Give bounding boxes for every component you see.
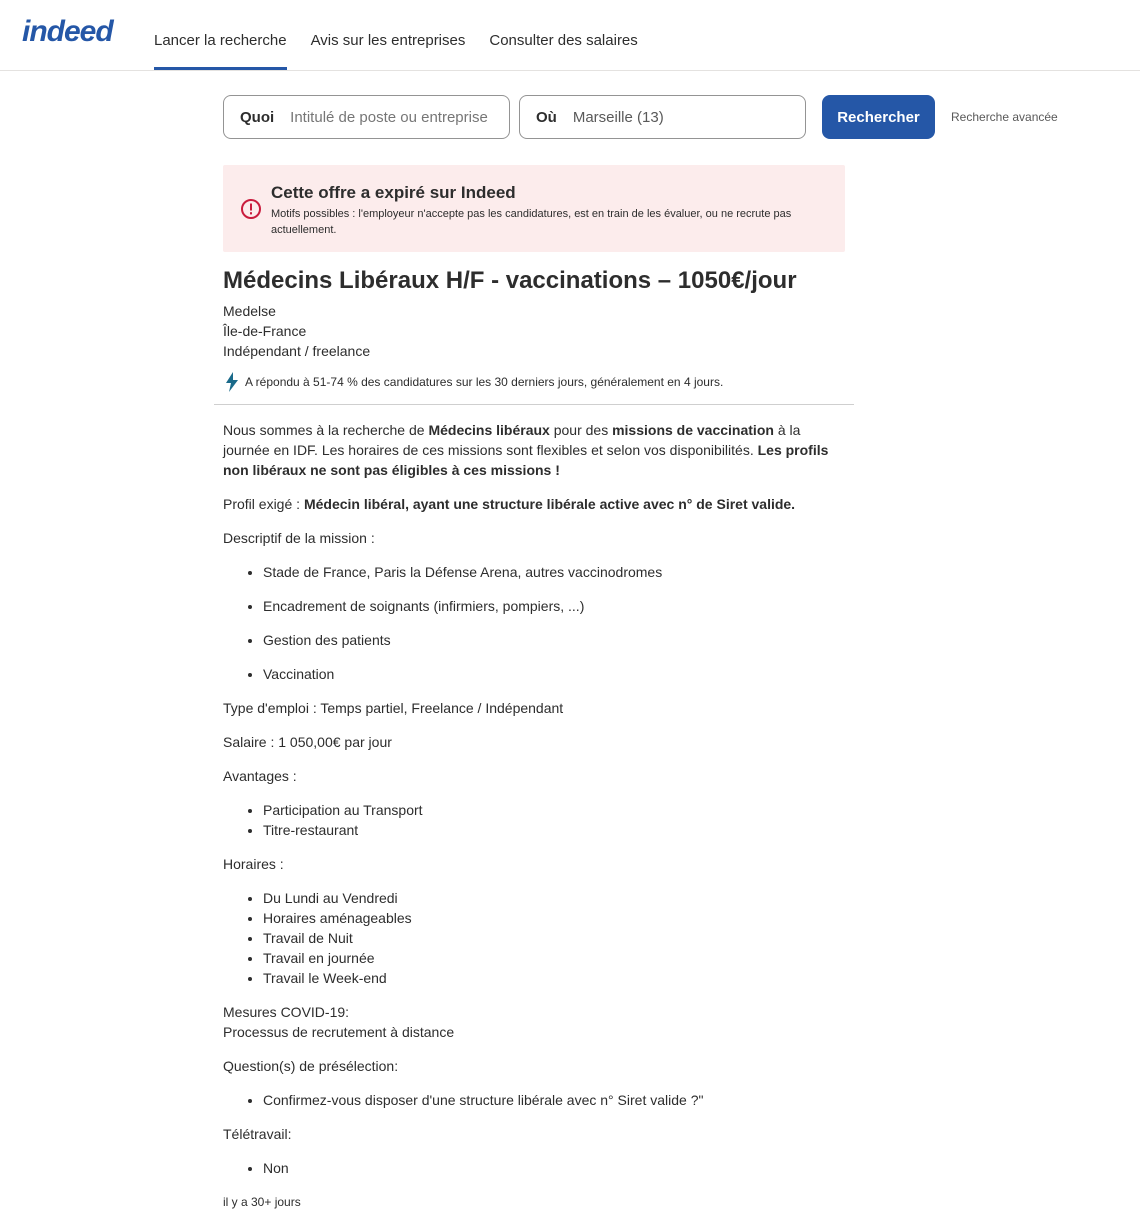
- list-item: • Travail le Week-end: [263, 968, 845, 988]
- hours-heading: Horaires :: [223, 856, 284, 872]
- list-item: • Travail de Nuit: [263, 928, 845, 948]
- advanced-search-link[interactable]: Recherche avancée: [951, 110, 1058, 124]
- employment-type: Type d'emploi : Temps partiel, Freelance / Indépendant: [223, 700, 564, 716]
- what-field[interactable]: [223, 95, 510, 139]
- nav-find-jobs[interactable]: Lancer la recherche: [154, 0, 287, 70]
- job-title: Médecins Libéraux H/F - vaccinations – 1050€/jour: [223, 267, 797, 294]
- list-item: • Gestion des patients: [263, 630, 845, 650]
- job-header: [223, 165, 845, 393]
- search-button[interactable]: Rechercher: [822, 95, 935, 139]
- alert-circle-icon: [240, 198, 262, 220]
- nav-salaries[interactable]: Consulter des salaires: [489, 32, 638, 49]
- list-item: • Travail en journée: [263, 948, 845, 968]
- profile-requirement: Profil exigé : Médecin libéral, ayant une structure libérale active avec n° de Siret valide.: [223, 496, 796, 512]
- salary: Salaire : 1 050,00€ par jour: [223, 734, 392, 750]
- benefits-heading: Avantages :: [223, 768, 297, 784]
- job-type: Indépendant / freelance: [223, 343, 371, 359]
- posted-date: il y a 30+ jours: [223, 1195, 301, 1209]
- list-item: • Horaires aménageables: [263, 908, 845, 928]
- list-item: • Vaccination: [263, 664, 845, 684]
- list-item: • Du Lundi au Vendredi: [263, 888, 845, 908]
- where-input[interactable]: [573, 109, 773, 126]
- divider: [214, 404, 854, 405]
- remote-heading: Télétravail:: [223, 1126, 292, 1142]
- company-name: Medelse: [223, 303, 276, 319]
- job-location: Île-de-France: [223, 323, 307, 339]
- benefits-list: [223, 800, 845, 840]
- what-input[interactable]: [290, 109, 490, 126]
- mission-list: [223, 562, 845, 684]
- covid-measures: Mesures COVID-19: Processus de recrutement à distance: [223, 1004, 455, 1040]
- where-label: Où: [536, 108, 557, 126]
- lightning-icon: [223, 371, 241, 393]
- list-item: • Non: [263, 1158, 845, 1178]
- questions-heading: Question(s) de présélection:: [223, 1058, 399, 1074]
- where-field[interactable]: [519, 95, 806, 139]
- response-rate: [223, 371, 845, 393]
- main-nav: [154, 0, 662, 70]
- response-rate-text: A répondu à 51-74 % des candidatures sur les 30 derniers jours, généralement en 4 jours.: [245, 375, 724, 389]
- top-navigation: [0, 0, 1140, 71]
- list-item: • Encadrement de soignants (infirmiers, pompiers, ...): [263, 596, 845, 616]
- what-label: Quoi: [240, 108, 275, 126]
- list-item: • Confirmez-vous disposer d'une structure libérale avec n° Siret valide ?": [263, 1090, 845, 1110]
- job-description: [223, 420, 845, 1212]
- list-item: • Titre-restaurant: [263, 820, 845, 840]
- remote-list: [223, 1158, 845, 1178]
- indeed-logo[interactable]: indeed: [22, 15, 113, 48]
- list-item: • Participation au Transport: [263, 800, 845, 820]
- mission-heading: Descriptif de la mission :: [223, 530, 375, 546]
- nav-company-reviews[interactable]: Avis sur les entreprises: [310, 32, 466, 49]
- list-item: • Stade de France, Paris la Défense Arena, autres vaccinodromes: [263, 562, 845, 582]
- search-bar: [223, 95, 1058, 139]
- expired-text: Motifs possibles : l'employeur n'accepte pas les candidatures, est en train de les évaluer, ou ne recrute pas actuellement.: [271, 208, 792, 236]
- intro-paragraph: Nous sommes à la recherche de Médecins libéraux pour des missions de vaccination à la journée en IDF. Les horaires de ces missions sont flexibles et selon vos disponibilités. Les profils non libéraux ne sont pas éligibles à ces missions !: [223, 422, 829, 478]
- expired-title: Cette offre a expiré sur Indeed: [271, 183, 516, 202]
- questions-list: [223, 1090, 845, 1110]
- hours-list: [223, 888, 845, 988]
- expired-banner: [223, 165, 845, 252]
